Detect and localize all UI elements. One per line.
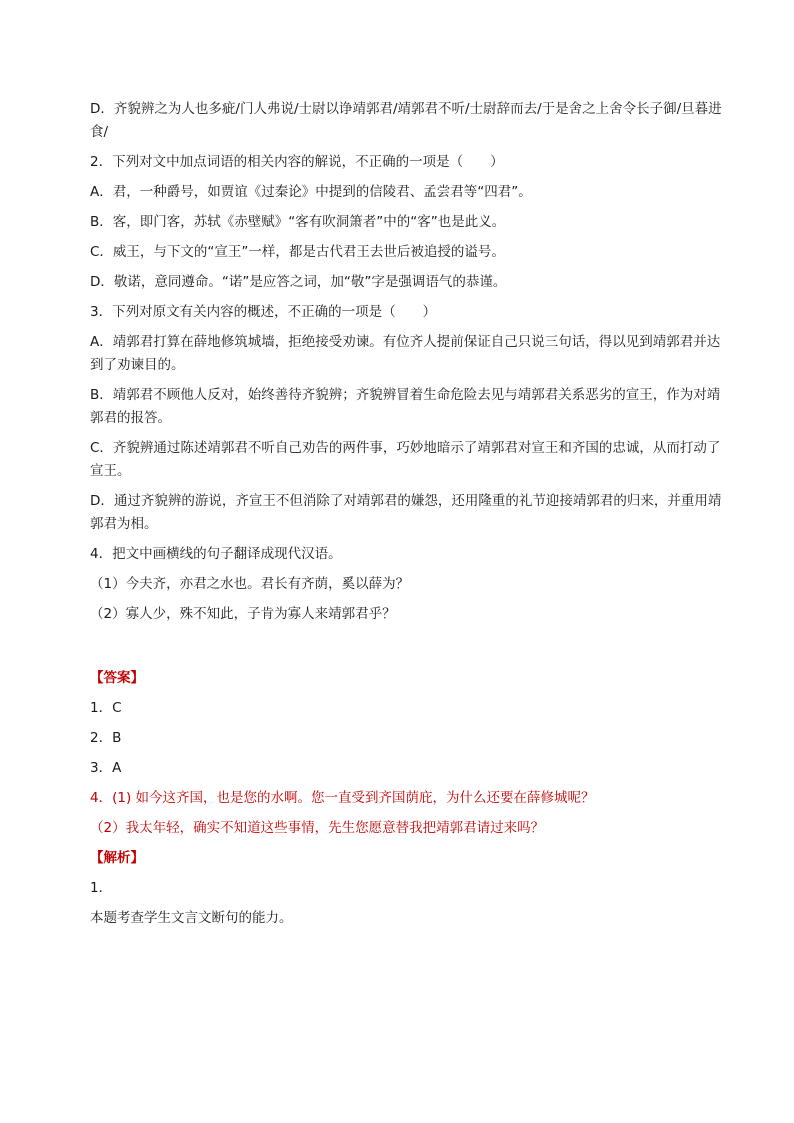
question-3-option-c: C．齐貌辨通过陈述靖郭君不听自己劝告的两件事，巧妙地暗示了靖郭君对宣王和齐国的忠诚，从而打动了宣王。 xyxy=(90,440,721,479)
question-2-option-d: D．敬诺，意同遵命。“诺”是应答之词，加“敬”字是强调语气的恭谨。 xyxy=(90,274,507,290)
question-2-option-c: C．威王，与下文的“宣王”一样，都是古代君王去世后被追授的谥号。 xyxy=(90,244,505,260)
analysis-item-number: 1． xyxy=(90,880,113,896)
answer-2: 2．B xyxy=(90,730,122,746)
question-3-option-d: D．通过齐貌辨的游说，齐宣王不但消除了对靖郭君的嫌怨，还用隆重的礼节迎接靖郭君的归来，并重用靖郭君为相。 xyxy=(90,493,722,532)
question-3-stem: 3．下列对原文有关内容的概述，不正确的一项是（ ） xyxy=(90,304,437,320)
document-content xyxy=(90,98,730,937)
analysis-text: 本题考查学生文言文断句的能力。 xyxy=(90,910,293,926)
answer-3: 3．A xyxy=(90,760,122,776)
question-line-d-option: D．齐貌辨之为人也多疵/门人弗说/士尉以诤靖郭君/靖郭君不听/士尉辞而去/于是舍之上舍令长子御/旦暮进食/ xyxy=(90,101,722,140)
question-2-option-b: B．客，即门客，苏轼《赤壁赋》“客有吹洞箫者”中的“客”也是此义。 xyxy=(90,214,506,230)
section-spacer xyxy=(90,633,730,667)
question-3-option-a: A．靖郭君打算在薛地修筑城墙，拒绝接受劝谏。有位齐人提前保证自己只说三句话，得以见到靖郭君并达到了劝谏目的。 xyxy=(90,334,721,373)
question-2-stem: 2．下列对文中加点词语的相关内容的解说，不正确的一项是（ ） xyxy=(90,154,504,170)
analysis-heading: 【解析】 xyxy=(90,850,144,866)
answer-1: 1．C xyxy=(90,700,122,716)
answer-4-part-2: （2）我太年轻，确实不知道这些事情，先生您愿意替我把靖郭君请过来吗？ xyxy=(90,820,545,836)
answer-4-part-1: 4．(1) 如今这齐国，也是您的水啊。您一直受到齐国荫庇，为什么还要在薛修城呢？ xyxy=(90,790,595,806)
answer-heading: 【答案】 xyxy=(90,670,144,686)
question-4-part-2: （2）寡人少，殊不知此，子肯为寡人来靖郭君乎？ xyxy=(90,606,396,622)
question-3-option-b: B．靖郭君不顾他人反对，始终善待齐貌辨；齐貌辨冒着生命危险去见与靖郭君关系恶劣的宣王，作为对靖郭君的报答。 xyxy=(90,387,721,426)
question-2-option-a: A．君，一种爵号，如贾谊《过秦论》中提到的信陵君、孟尝君等“四君”。 xyxy=(90,184,532,200)
question-4-part-1: （1）今夫齐，亦君之水也。君长有齐荫，奚以薛为？ xyxy=(90,576,410,592)
question-4-stem: 4．把文中画横线的句子翻译成现代汉语。 xyxy=(90,546,342,562)
